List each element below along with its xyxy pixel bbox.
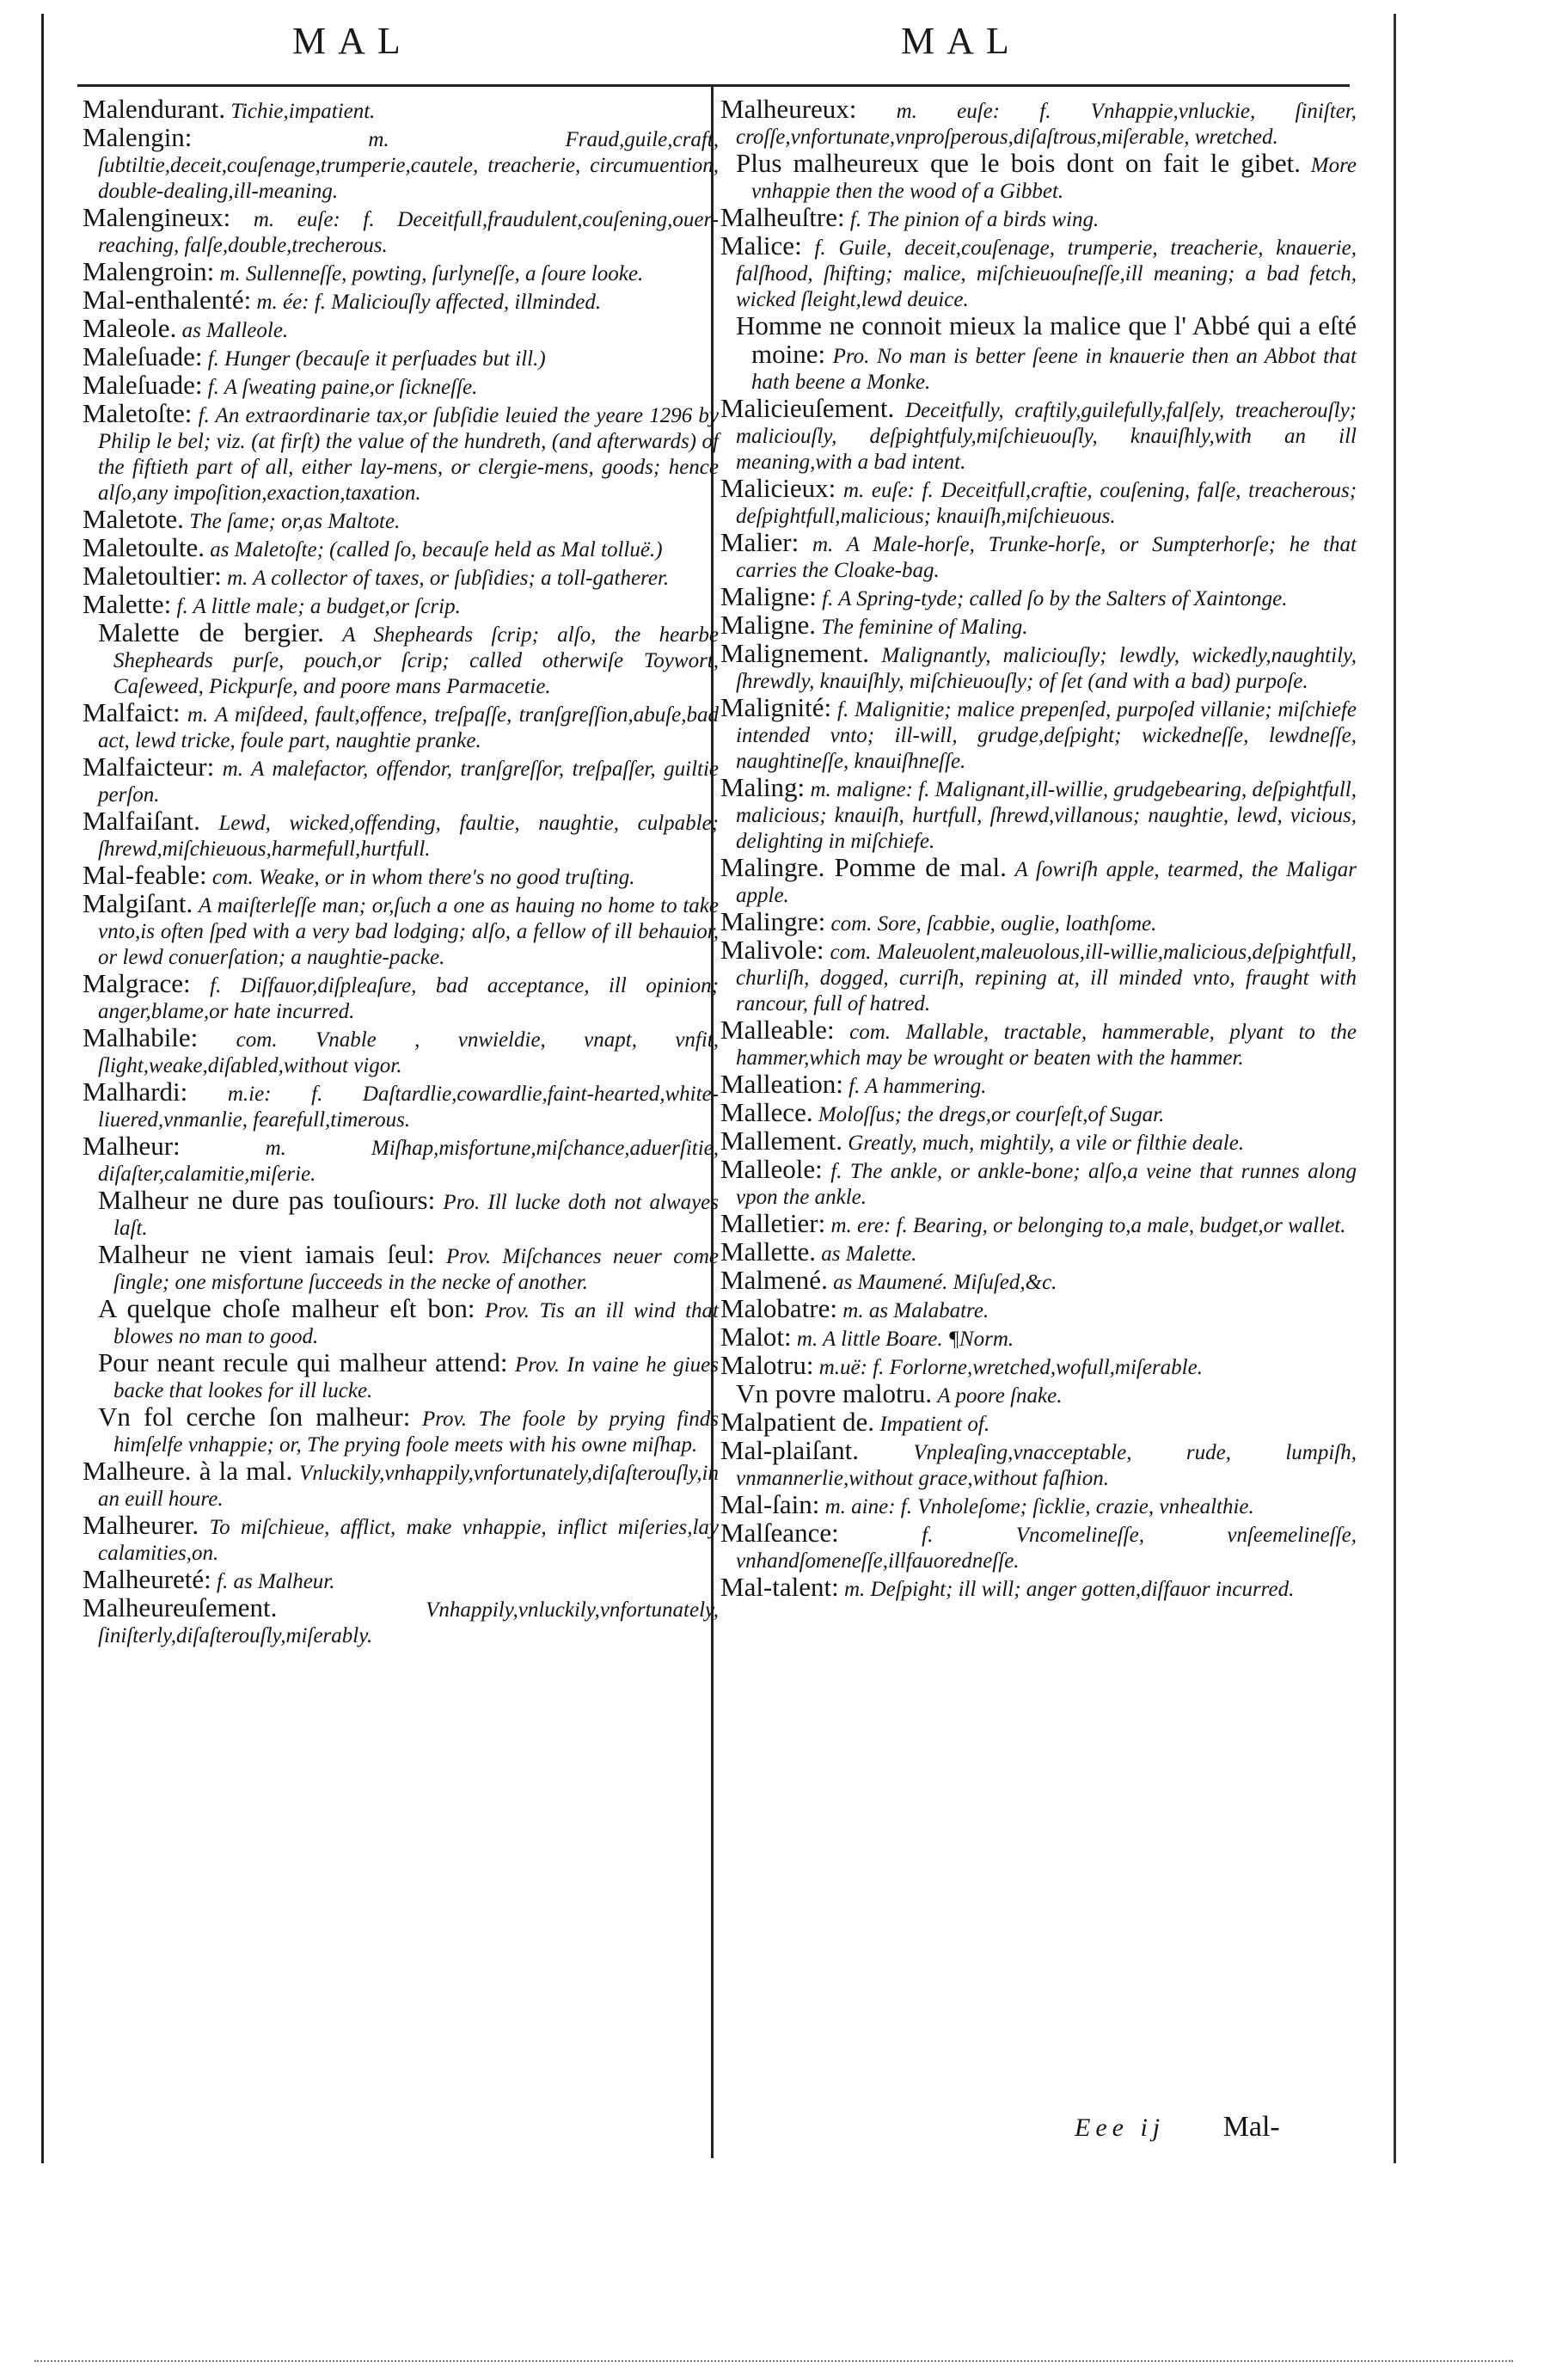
headword: Malleation: bbox=[720, 1069, 843, 1099]
headword: Maletote. bbox=[83, 504, 184, 534]
running-head-right: MAL bbox=[901, 20, 1021, 62]
headword: Malfaict: bbox=[83, 697, 181, 727]
headword: Mallette. bbox=[720, 1236, 817, 1267]
gloss: Prov. The foole by prying finds himſelfe vnhappie; or, The prying foole meets with his owne miſhap. bbox=[113, 1408, 720, 1457]
running-head-left: MAL bbox=[292, 20, 413, 62]
headword: Malheureux: bbox=[720, 94, 857, 124]
gloss: m. as Malabatre. bbox=[842, 1299, 989, 1322]
dictionary-entry bbox=[83, 1347, 720, 1404]
headword: Malmené. bbox=[720, 1265, 828, 1295]
gloss: m. ée: f. Maliciouſly affected, illminded. bbox=[256, 291, 602, 314]
gloss: f. Diſfauor,diſpleaſure, bad acceptance, ill opinion; anger,blame,or hate incurred. bbox=[98, 974, 719, 1023]
headword: Malheur ne dure pas touſiours: bbox=[98, 1185, 436, 1215]
gloss: com. Vnable , vnwieldie, vnapt, vnfit, ſlight,weake,diſabled,without vigor. bbox=[98, 1028, 719, 1077]
right-column bbox=[720, 96, 1357, 1603]
headword: Malivole: bbox=[720, 935, 824, 965]
dictionary-entry bbox=[720, 1489, 1357, 1520]
gloss: m. euſe: f. Deceitfull,fraudulent,couſening,ouer-reaching, falſe,double,trecherous. bbox=[98, 208, 719, 257]
dictionary-entry bbox=[83, 1079, 719, 1133]
headword: Plus malheureux que le bois dont on fait le gibet. bbox=[736, 148, 1302, 178]
dictionary-entry bbox=[720, 150, 1357, 205]
headword: Malengroin: bbox=[83, 256, 215, 286]
headword: Mal-ſain: bbox=[720, 1489, 820, 1519]
gloss: m. Fraud,guile,craft, ſubtiltie,deceit,couſenage,trumperie,cautele, treacherie, circumuention, double-dealing,ill-meaning. bbox=[98, 128, 719, 203]
headword: Malheur ne vient iamais ſeul: bbox=[98, 1239, 435, 1269]
dictionary-entry bbox=[720, 638, 1357, 695]
headword: Malicieux: bbox=[720, 473, 836, 503]
gloss: f. An extraordinarie tax,or ſubſidie leuied the yeare 1296 by Philip le bel; viz. (at firſt) the value of the hundreth, (and afterwards) of the fiftieth part of all, either lay-mens, or clergie-mens, goods; hence alſo,any impoſition,exaction,taxation. bbox=[98, 404, 719, 505]
gloss: m. Miſhap,misfortune,miſchance,aduerſitie, diſaſter,calamitie,miſerie. bbox=[98, 1137, 720, 1186]
gloss: Vnpleaſing,vnacceptable, rude, lumpiſh, vnmannerlie,without grace,without faſhion. bbox=[736, 1441, 1357, 1490]
dictionary-entry bbox=[720, 1156, 1357, 1211]
headword: A quelque choſe malheur eſt bon: bbox=[98, 1293, 475, 1323]
headword: Maligne: bbox=[720, 581, 817, 611]
headword: Malheurer. bbox=[83, 1510, 199, 1540]
gloss: Prov. In vaine he giues backe that lookes for ill lucke. bbox=[113, 1353, 720, 1402]
dictionary-entry bbox=[720, 1520, 1357, 1574]
gloss: The feminine of Maling. bbox=[821, 616, 1028, 639]
dictionary-entry bbox=[720, 1435, 1357, 1492]
headword: Malot: bbox=[720, 1322, 792, 1352]
gloss: m. A little Boare. ¶Norm. bbox=[796, 1328, 1014, 1351]
headword: Malfaiſant. bbox=[83, 806, 200, 836]
dictionary-entry bbox=[83, 122, 719, 205]
dictionary-entry bbox=[720, 96, 1357, 150]
gloss: Vnluckily,vnhappily,vnfortunately,diſaſterouſly,in an euill houre. bbox=[98, 1462, 719, 1511]
headword: Malheur: bbox=[83, 1131, 181, 1161]
gloss: f. A hammering. bbox=[849, 1075, 987, 1098]
headword: Malengineux: bbox=[83, 202, 231, 232]
dictionary-entry bbox=[83, 202, 719, 259]
headword: Malpatient de. bbox=[720, 1407, 875, 1437]
dictionary-entry bbox=[83, 589, 719, 620]
dictionary-entry bbox=[720, 1324, 1357, 1353]
headword: Malendurant. bbox=[83, 94, 226, 124]
headword: Malice: bbox=[720, 230, 802, 261]
gloss: m. A Male-horſe, Trunke-horſe, or Sumpterhorſe; he that carries the Cloake-bag. bbox=[736, 533, 1357, 582]
dictionary-entry bbox=[83, 1404, 719, 1458]
gloss: as Malette. bbox=[821, 1242, 917, 1266]
dictionary-entry bbox=[83, 96, 719, 125]
dictionary-entry bbox=[720, 1071, 1357, 1100]
headword: Malengin: bbox=[83, 122, 193, 152]
headword: Malleole: bbox=[720, 1154, 823, 1184]
headword: Vn povre malotru. bbox=[736, 1378, 933, 1408]
gloss: A poore ſnake. bbox=[937, 1384, 1063, 1408]
headword: Malicieuſement. bbox=[720, 393, 895, 423]
dictionary-entry bbox=[83, 751, 719, 808]
gloss: f. Guile, deceit,couſenage, trumperie, treacherie, knauerie, falſhood, ſhifting; malice, miſchieuouſneſſe,ill meaning; a bad fetch, wicked ſleight,lewd deuice. bbox=[736, 236, 1357, 311]
dictionary-entry bbox=[83, 1187, 719, 1242]
gloss: as Maumené. Miſuſed,&c. bbox=[833, 1271, 1057, 1294]
headword: Malier: bbox=[720, 527, 800, 557]
gloss: A ſowriſh apple, tearmed, the Maligar apple. bbox=[736, 858, 1357, 907]
gloss: f. A ſweating paine,or ſickneſſe. bbox=[207, 376, 478, 399]
gloss: m. Sullenneſſe, powting, ſurlyneſſe, a ſoure looke. bbox=[219, 262, 644, 285]
dictionary-entry bbox=[83, 1293, 719, 1350]
dictionary-entry bbox=[720, 692, 1357, 775]
dictionary-entry bbox=[720, 1350, 1357, 1381]
headword: Maling: bbox=[720, 772, 806, 802]
dictionary-entry bbox=[83, 398, 719, 506]
headword: Malheureté: bbox=[83, 1564, 211, 1594]
gloss: Greatly, much, mightily, a vile or filthie deale. bbox=[848, 1132, 1245, 1155]
headword: Homme ne connoit mieux la malice que l' Abbé qui a eſté moine: bbox=[736, 310, 1357, 369]
headword: Pour neant recule qui malheur attend: bbox=[98, 1347, 508, 1377]
headword: Malhardi: bbox=[83, 1077, 188, 1107]
dictionary-entry bbox=[720, 475, 1357, 530]
gloss: f. as Malheur. bbox=[217, 1570, 335, 1593]
dictionary-entry bbox=[720, 1097, 1357, 1128]
gloss: The ſame; or,as Maltote. bbox=[189, 510, 401, 533]
gloss: f. Vncomelineſſe, vnſeemelineſſe, vnhandſomeneſſe,illfauoredneſſe. bbox=[736, 1524, 1357, 1573]
dictionary-entry bbox=[720, 1236, 1357, 1267]
gloss: f. Malignitie; malice prepenſed, purpoſed villanie; miſchiefe intended vnto; ill-will, grudge,deſpight; wickedneſſe, lewdneſſe, naughtineſſe, knauiſhneſſe. bbox=[736, 698, 1357, 773]
headword: Malette: bbox=[83, 589, 172, 619]
dictionary-entry bbox=[720, 310, 1357, 396]
dictionary-entry bbox=[83, 341, 719, 372]
gloss: m. Deſpight; ill will; anger gotten,diſfauor incurred. bbox=[843, 1578, 1295, 1601]
gloss: A Shepheards ſcrip; alſo, the hearbe Shepheards purſe, pouch,or ſcrip; called otherwiſe Toywort, Caſeweed, Pickpurſe, and poore mans Parmacetie. bbox=[113, 623, 719, 698]
headword: Mal-feable: bbox=[83, 860, 207, 890]
gloss: m. A miſdeed, fault,offence, treſpaſſe, tranſgreſſion,abuſe,bad act, lewd tricke, foule part, naughtie pranke. bbox=[98, 703, 719, 752]
dictionary-entry bbox=[83, 697, 719, 754]
dictionary-entry bbox=[83, 532, 719, 563]
headword: Malotru: bbox=[720, 1350, 814, 1380]
gloss: com. Weake, or in whom there's no good truſting. bbox=[211, 866, 635, 889]
gloss: m. euſe: f. Deceitfull,craftie, couſening, falſe, treacherous; deſpightfull,malicious; knauiſh,miſchieuous. bbox=[736, 479, 1357, 528]
headword: Malgiſant. bbox=[83, 888, 193, 918]
gloss: Moloſſus; the dregs,or courſeſt,of Sugar. bbox=[818, 1103, 1165, 1126]
dictionary-entry bbox=[83, 1133, 719, 1187]
dictionary-entry bbox=[83, 563, 719, 592]
dictionary-entry bbox=[720, 1574, 1357, 1603]
dictionary-entry bbox=[83, 888, 719, 971]
gloss: Prov. Tis an ill wind that blowes no man to good. bbox=[113, 1299, 719, 1348]
headword: Malheureuſement. bbox=[83, 1592, 278, 1622]
gloss: as Malleole. bbox=[181, 319, 289, 342]
gloss: Pro. No man is better ſeene in knauerie then an Abbot that hath beene a Monke. bbox=[751, 345, 1357, 394]
gloss: m. ere: f. Bearing, or belonging to,a male, budget,or wallet. bbox=[830, 1214, 1346, 1237]
gloss: f. The ankle, or ankle-bone; alſo,a veine that runnes along vpon the ankle. bbox=[736, 1160, 1357, 1209]
headword: Malhabile: bbox=[83, 1022, 199, 1052]
gloss: More vnhappie then the wood of a Gibbet. bbox=[751, 154, 1357, 203]
headword: Malſeance: bbox=[720, 1518, 839, 1548]
gloss: com. Maleuolent,maleuolous,ill-willie,malicious,deſpightfull, churliſh, dogged, curriſh, repining at, ill minded vnto, fraught with rancour, full of hatred. bbox=[736, 941, 1357, 1015]
dictionary-entry bbox=[720, 1378, 1357, 1409]
gloss: f. A little male; a budget,or ſcrip. bbox=[176, 595, 461, 618]
gloss: To miſchieue, afflict, make vnhappie, inflict miſeries,lay calamities,on. bbox=[98, 1516, 719, 1565]
gloss: Deceitfully, craftily,guilefully,falſely, treacherouſly; maliciouſly, deſpightfuly,miſchieuouſly, knauiſhly,with an ill meaning,with a bad intent. bbox=[736, 399, 1357, 474]
headword: Mal-talent: bbox=[720, 1572, 839, 1602]
dictionary-entry bbox=[83, 968, 719, 1025]
gloss: f. The pinion of a birds wing. bbox=[849, 208, 1100, 231]
scan-edge bbox=[34, 2360, 1513, 2362]
gloss: f. Hunger (becauſe it perſuades but ill.) bbox=[207, 347, 546, 371]
dictionary-entry bbox=[720, 852, 1357, 909]
headword: Vn fol cerche ſon malheur: bbox=[98, 1402, 411, 1432]
headword: Maligne. bbox=[720, 610, 817, 640]
gloss: as Maletoſte; (called ſo, becauſe held as Mal tolluë.) bbox=[210, 538, 663, 561]
headword: Malignité: bbox=[720, 692, 832, 722]
dictionary-entry bbox=[720, 612, 1357, 641]
dictionary-entry bbox=[720, 1267, 1357, 1296]
dictionary-entry bbox=[720, 772, 1357, 855]
gloss: Impatient of. bbox=[879, 1413, 990, 1436]
headword: Malletier: bbox=[720, 1208, 826, 1238]
headword: Maletoultier: bbox=[83, 561, 222, 591]
headword: Mal-plaiſant. bbox=[720, 1435, 859, 1465]
gloss: m.ie: f. Daſtardlie,cowardlie,faint-hearted,white-liuered,vnmanlie, fearefull,timerous. bbox=[98, 1083, 719, 1132]
headword: Malgrace: bbox=[83, 968, 191, 998]
dictionary-entry bbox=[720, 527, 1357, 584]
gloss: m. A malefactor, offendor, tranſgreſſor, treſpaſſer, guiltie perſon. bbox=[98, 758, 719, 807]
gloss: Lewd, wicked,offending, faultie, naughtie, culpable; ſhrewd,miſchieuous,harmefull,hurtfull. bbox=[98, 812, 720, 861]
headword: Mallement. bbox=[720, 1126, 843, 1156]
headword: Maleſuade: bbox=[83, 370, 203, 400]
gloss: Malignantly, maliciouſly; lewdly, wickedly,naughtily, ſhrewdly, knauiſhly, miſchieuouſly; of ſet (and with a bad) purpoſe. bbox=[736, 644, 1357, 693]
dictionary-entry bbox=[720, 1128, 1357, 1156]
gloss: f. A Spring-tyde; called ſo by the Salters of Xaintonge. bbox=[822, 587, 1288, 610]
headword: Malleable: bbox=[720, 1015, 835, 1045]
dictionary-entry bbox=[83, 862, 719, 891]
dictionary-entry bbox=[83, 808, 719, 862]
gloss: m. maligne: f. Malignant,ill-willie, grudgebearing, deſpightfull, malicious; knauiſh, hurtfull, ſhrewd,villanous; naughtie, lewd, vicious, delighting in miſchiefe. bbox=[736, 778, 1357, 853]
headword: Malfaicteur: bbox=[83, 751, 215, 782]
dictionary-entry bbox=[83, 313, 719, 344]
gloss: Vnhappily,vnluckily,vnfortunately, ſiniſterly,diſaſterouſly,miſerably. bbox=[98, 1598, 719, 1647]
headword: Mal-enthalenté: bbox=[83, 285, 252, 315]
dictionary-entry bbox=[83, 506, 719, 535]
dictionary-entry bbox=[83, 1239, 719, 1296]
dictionary-entry bbox=[83, 372, 719, 401]
headword: Malignement. bbox=[720, 638, 870, 668]
dictionary-entry bbox=[720, 1409, 1357, 1438]
dictionary-entry bbox=[83, 617, 719, 700]
gloss: com. Mallable, tractable, hammerable, plyant to the hammer,which may be wrought or beaten with the hammer. bbox=[736, 1021, 1357, 1070]
dictionary-entry bbox=[720, 581, 1357, 612]
dictionary-entry bbox=[720, 230, 1357, 313]
left-column bbox=[83, 96, 719, 1649]
dictionary-entry bbox=[720, 1208, 1357, 1239]
gloss: m. euſe: f. Vnhappie,vnluckie, ſiniſter, croſſe,vnfortunate,vnproſperous,diſaſtrous,miſerable, wretched. bbox=[736, 100, 1357, 149]
headword: Malheuſtre: bbox=[720, 202, 845, 232]
dictionary-entry bbox=[83, 1022, 719, 1079]
gloss: com. Sore, ſcabbie, ouglie, loathſome. bbox=[830, 912, 1157, 935]
dictionary-entry bbox=[83, 1592, 719, 1649]
dictionary-entry bbox=[720, 202, 1357, 233]
dictionary-entry bbox=[720, 906, 1357, 937]
dictionary-entry bbox=[83, 287, 719, 316]
gloss: m. aine: f. Vnholeſome; ſicklie, crazie, vnhealthie. bbox=[824, 1495, 1254, 1518]
headword: Malobatre: bbox=[720, 1293, 838, 1323]
header-rule bbox=[77, 84, 1350, 87]
gloss: Tichie,impatient. bbox=[230, 100, 376, 123]
dictionary-entry bbox=[720, 1017, 1357, 1071]
gloss: Pro. Ill lucke doth not alwayes laſt. bbox=[113, 1191, 720, 1240]
headword: Mallece. bbox=[720, 1097, 813, 1127]
headword: Maletoſte: bbox=[83, 398, 193, 428]
dictionary-entry bbox=[720, 393, 1357, 475]
headword: Maletoulte. bbox=[83, 532, 205, 562]
headword: Maleole. bbox=[83, 313, 177, 343]
dictionary-entry bbox=[83, 1564, 719, 1595]
dictionary-entry bbox=[83, 256, 719, 287]
catchword: Mal- bbox=[1222, 2111, 1280, 2143]
gloss: A maiſterleſſe man; or,ſuch a one as hauing no home to take vnto,is often ſped with a very bad lodging; alſo, a fellow of ill behauior, or lewd conuerſation; a naughtie-packe. bbox=[98, 894, 719, 969]
dictionary-entry bbox=[83, 1458, 719, 1512]
gloss: Prov. Miſchances neuer come ſingle; one misfortune ſucceeds in the necke of another. bbox=[113, 1245, 719, 1294]
headword: Malheure. à la mal. bbox=[83, 1456, 293, 1486]
page-footer bbox=[1075, 2111, 1280, 2144]
headword: Maleſuade: bbox=[83, 341, 203, 371]
gloss: m. A collector of taxes, or ſubſidies; a toll-gatherer. bbox=[227, 567, 670, 590]
headword: Malingre: bbox=[720, 906, 826, 936]
signature-mark: Eee ij bbox=[1075, 2113, 1166, 2142]
dictionary-entry bbox=[720, 1293, 1357, 1324]
dictionary-entry bbox=[720, 937, 1357, 1017]
gloss: m.uë: f. Forlorne,wretched,wofull,miſerable. bbox=[818, 1356, 1203, 1379]
headword: Malette de bergier. bbox=[98, 617, 324, 647]
headword: Malingre. Pomme de mal. bbox=[720, 852, 1007, 882]
dictionary-entry bbox=[83, 1512, 719, 1567]
